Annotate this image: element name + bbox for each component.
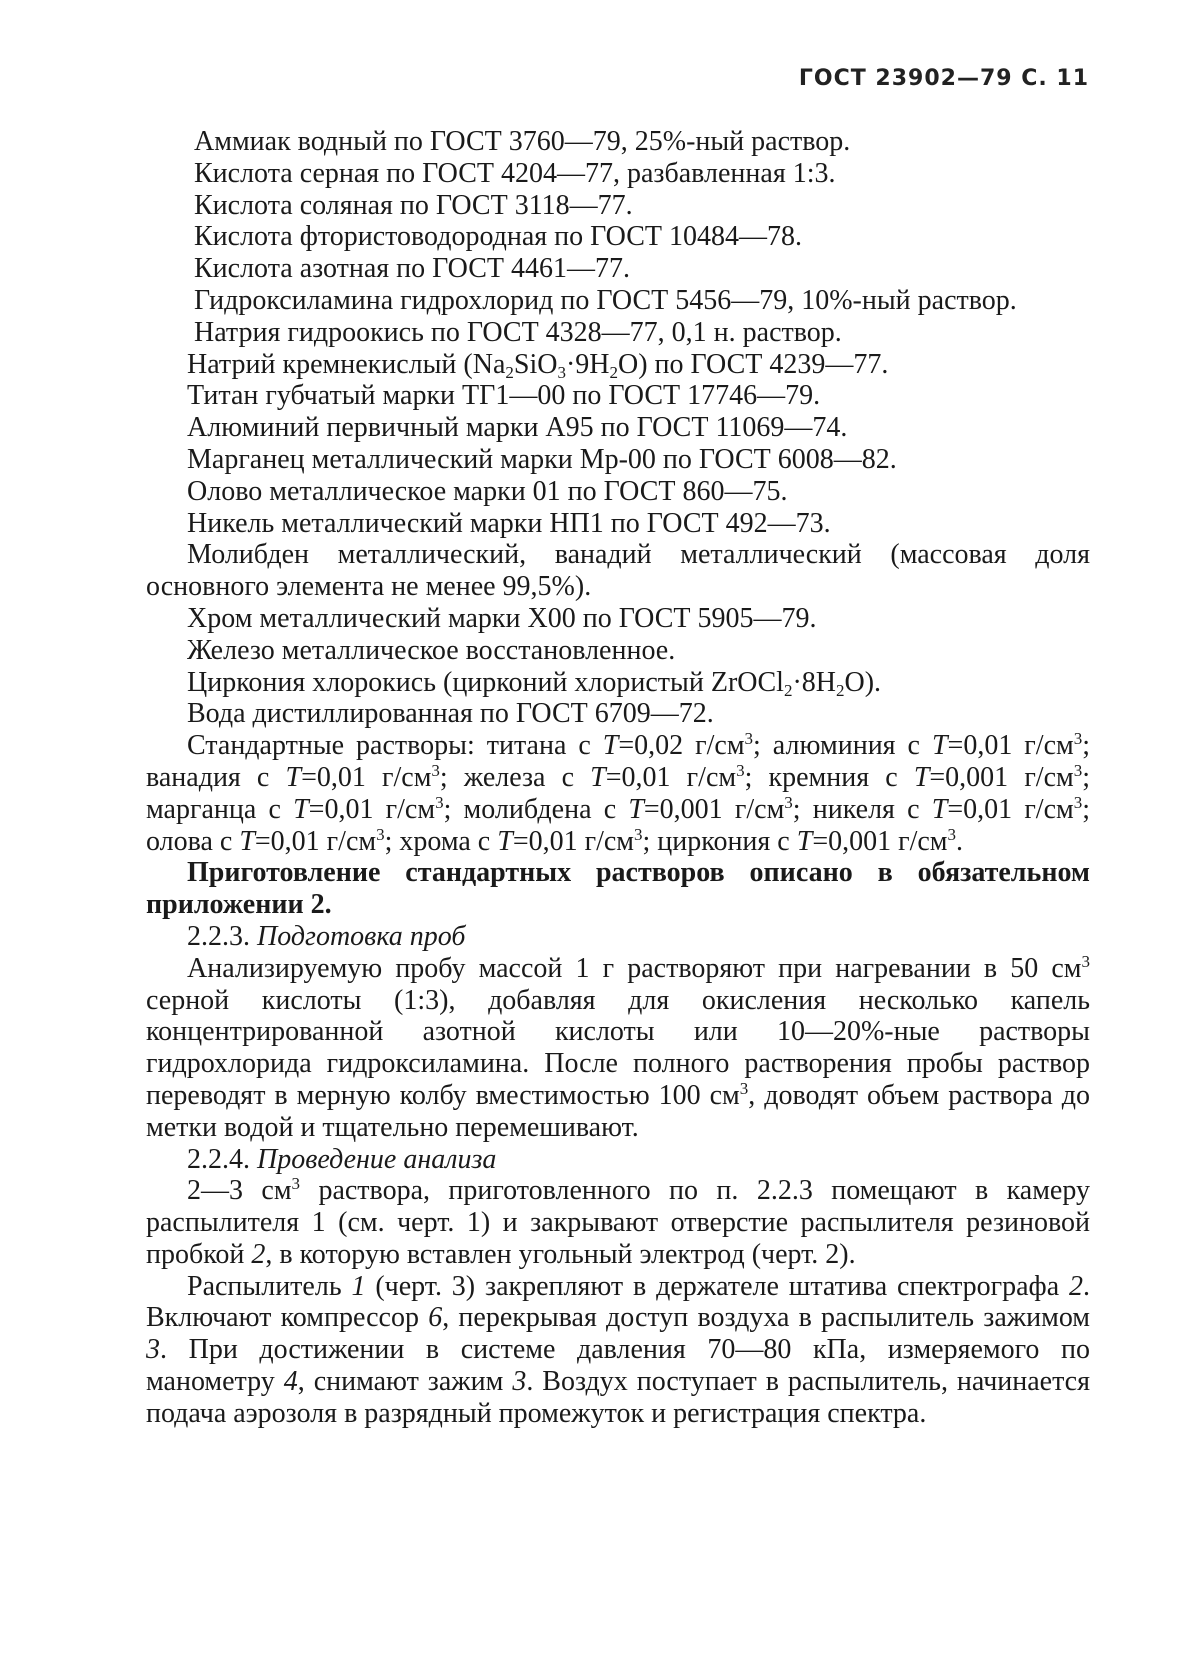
reagent-nitric-acid: Кислота азотная по ГОСТ 4461—77. (194, 253, 630, 285)
reagent-ammonia: Аммиак водный по ГОСТ 3760—79, 25%-ный раствор. (194, 126, 851, 157)
section-2-2-3-heading: 2.2.3. Подготовка проб (187, 920, 466, 952)
reagent-sodium-hydroxide: Натрия гидроокись по ГОСТ 4328—77, 0,1 н. раствор. (194, 316, 842, 348)
standard-solutions-paragraph: Стандартные растворы: титана с T=0,02 $г/см^3$; алюминия с T=0,01 $г/см^3$; ванадия с T=0,01 $г/см^3$; железа с T=0,01 $г/см^3$; кремния с T=0,001 $г/см^3$; марганца с T=0,01 $г/см^3$; молибдена с T=0,001 $г/см^3$; никеля с T=0,01 $г/см^3$; олова с T=0,01 $г/см^3$; хрома с T=0,01 $г/см^3$; циркония с T=0,001 $г/см^3$. (146, 729, 1091, 857)
reagent-aluminium: Алюминий первичный марки А95 по ГОСТ 11069—74. (187, 412, 848, 444)
sample-preparation-paragraph: Анализируемую пробу массой 1 г растворяют при нагревании в 50 $см^3$ серной кислоты (1:3), добавляя для окисления несколько капель концентрированной азотной кислоты или 10—20%-ные растворы гидрохлорида гидроксиламина. После полного растворения пробы раствор переводят в мерную колбу вместимостью 100 $см^3$, доводят объем раствора до метки водой и тщательно перемешивают. (146, 951, 1090, 1143)
document-body (146, 126, 1090, 1430)
reagent-manganese: Марганец металлический марки Мр-00 по ГОСТ 6008—82. (187, 443, 897, 475)
reagent-hydroxylamine: Гидроксиламина гидрохлорид по ГОСТ 5456—79, 10%-ный раствор. (194, 284, 1017, 316)
analysis-paragraph-1: 2—3 $см^3$ раствора, приготовленного по п. 2.2.3 помещают в камеру распылителя 1 (см. черт. 1) и закрывают отверстие распылителя резиновой пробкой 2, в которую вставлен угольный электрод (черт. 2). (146, 1174, 1090, 1270)
analysis-paragraph-2: Распылитель 1 (черт. 3) закрепляют в держателе штатива спектрографа 2. Включают компрессор 6, перекрывая доступ воздуха в распылитель зажимом 3. При достижении в системе давления 70—80 кПа, измеряемого по манометру 4, снимают зажим 3. Воздух поступает в распылитель, начинается подача аэрозоля в разрядный промежуток и регистрация спектра. (146, 1270, 1091, 1429)
reagent-hydrofluoric-acid: Кислота фтористоводородная по ГОСТ 10484—78. (194, 221, 803, 253)
reagent-tin: Олово металлическое марки 01 по ГОСТ 860—75. (187, 475, 788, 507)
reagent-nickel: Никель металлический марки НП1 по ГОСТ 492—73. (187, 507, 831, 539)
reagent-sodium-silicate: Натрий кремнекислый $(Na_2SiO_3\cdot 9H_2O)$ по ГОСТ 4239—77. (187, 348, 889, 382)
standard-preparation-note: Приготовление стандартных растворов описано в обязательном приложении 2. (146, 857, 1090, 921)
reagent-chromium: Хром металлический марки Х00 по ГОСТ 5905—79. (187, 602, 817, 634)
reagent-molybdenum-vanadium: Молибден металлический, ванадий металлический (массовая доля основного элемента не менее 99,5%). (146, 539, 1090, 603)
reagent-sulfuric-acid: Кислота серная по ГОСТ 4204—77, разбавленная 1:3. (194, 157, 836, 189)
reagent-zirconium: Циркония хлорокись (цирконий хлористый $ZrOCl_2\cdot 8H_2O$). (187, 666, 882, 700)
section-2-2-4-heading: 2.2.4. Проведение анализа (187, 1143, 497, 1175)
reagent-iron: Железо металлическое восстановленное. (187, 634, 676, 666)
reagent-hydrochloric-acid: Кислота соляная по ГОСТ 3118—77. (194, 189, 633, 221)
reagent-titanium: Титан губчатый марки ТГ1—00 по ГОСТ 17746—79. (187, 380, 821, 412)
page-header: ГОСТ 23902—79 С. 11 (798, 66, 1089, 91)
reagent-water: Вода дистиллированная по ГОСТ 6709—72. (187, 698, 714, 730)
